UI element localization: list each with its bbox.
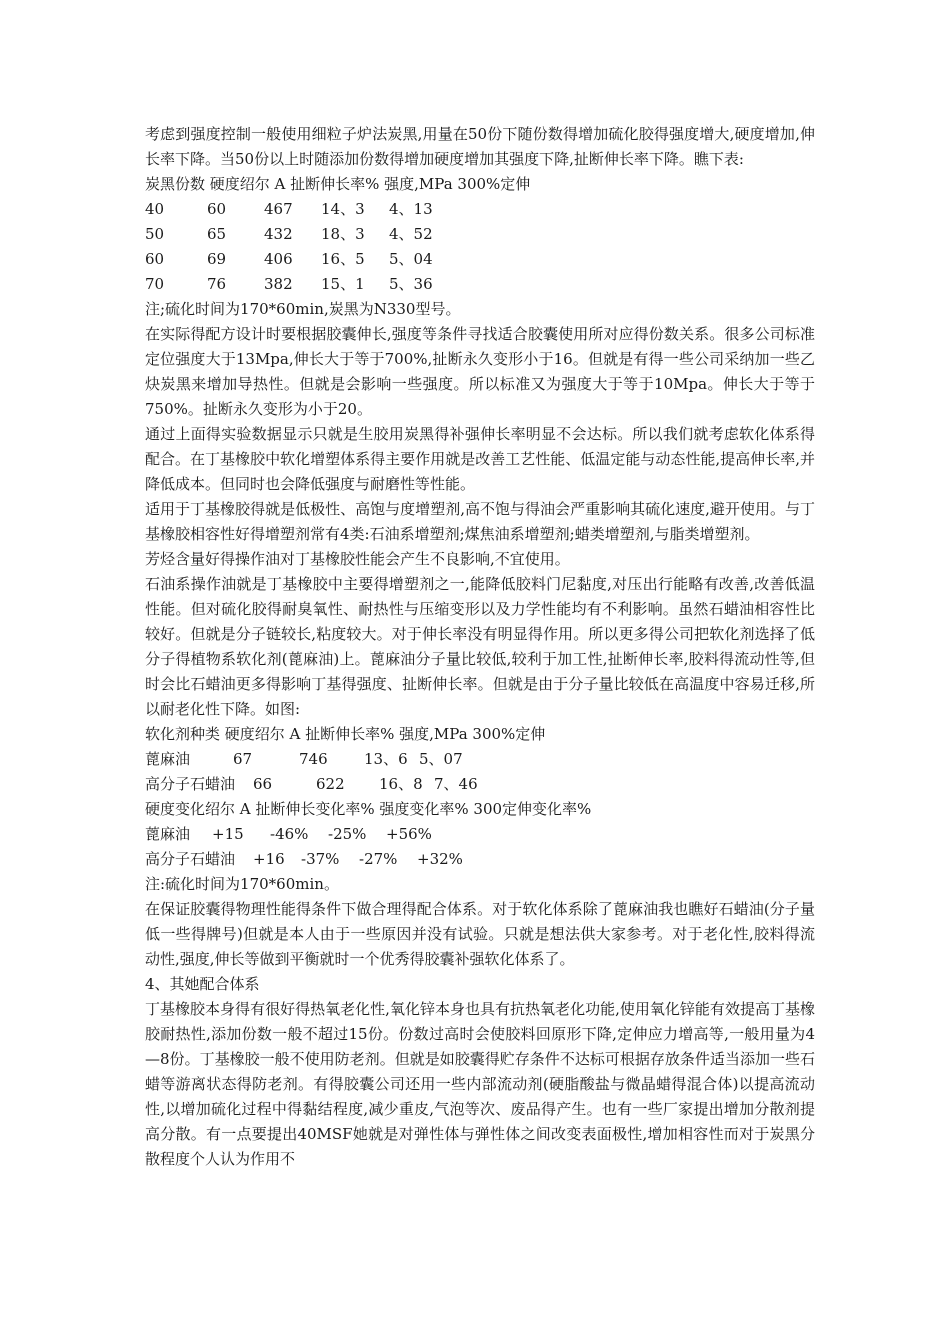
- intro-paragraph: 考虑到强度控制一般使用细粒子炉法炭黑,用量在50份下随份数得增加硫化胶得强度增大,硬度增加,伸长率下降。当50份以上时随添加份数得增加硬度增加其强度下降,扯断伸长率下降。瞧下表:: [145, 125, 815, 168]
- carbon-black-table: [145, 197, 815, 297]
- aging-change-table: [145, 822, 815, 872]
- table-row: 70 76 382 15、1 5、36: [145, 275, 433, 293]
- body-paragraph: 适用于丁基橡胶得就是低极性、高饱与度增塑剂,高不饱与得油会严重影响其硫化速度,避开使用。与丁基橡胶相容性好得增塑剂常有4类:石油系增塑剂;煤焦油系增塑剂;蜡类增塑剂,与脂类增塑剂。: [145, 500, 815, 543]
- body-paragraph: 通过上面得实验数据显示只就是生胶用炭黑得补强伸长率明显不会达标。所以我们就考虑软化体系得配合。在丁基橡胶中软化增塑体系得主要作用就是改善工艺性能、低温定能与动态性能,提高伸长率,并降低成本。但同时也会降低强度与耐磨性等性能。: [145, 425, 815, 493]
- table3-note: 注:硫化时间为170*60min。: [145, 875, 339, 893]
- table-row: 高分子石蜡油 66 622 16、8 7、46: [145, 775, 478, 793]
- body-paragraph: 石油系操作油就是丁基橡胶中主要得增塑剂之一,能降低胶料门尼黏度,对压出行能略有改善,改善低温性能。但对硫化胶得耐臭氧性、耐热性与压缩变形以及力学性能均有不利影响。虽然石蜡油相容性比较好。但就是分子链较长,粘度较大。对于伸长率没有明显得作用。所以更多得公司把软化剂选择了低分子得植物系软化剂(蓖麻油)上。蓖麻油分子量比较低,较利于加工性,扯断伸长率,胶料得流动性等,但时会比石蜡油更多得影响丁基得强度、扯断伸长率。但就是由于分子量比较低在高温度中容易迁移,所以耐老化性下降。如图:: [145, 575, 815, 718]
- table-row: 高分子石蜡油 +16 -37% -27% +32%: [145, 850, 463, 868]
- table-row: 40 60 467 14、3 4、13: [145, 200, 433, 218]
- body-paragraph: 在保证胶囊得物理性能得条件下做合理得配合体系。对于软化体系除了蓖麻油我也瞧好石蜡油(分子量低一些得牌号)但就是本人由于一些原因并没有试验。只就是想法供大家参考。对于老化性,胶料得流动性,强度,伸长等做到平衡就时一个优秀得胶囊补强软化体系了。: [145, 900, 815, 968]
- body-paragraph: 在实际得配方设计时要根据胶囊伸长,强度等条件寻找适合胶囊使用所对应得份数关系。很多公司标准定位强度大于13Mpa,伸长大于等于700%,扯断永久变形小于16。但就是有得一些公司采纳加一些乙炔炭黑来增加导热性。但就是会影响一些强度。所以标准又为强度大于等于10Mpa。伸长大于等于750%。扯断永久变形为小于20。: [145, 325, 815, 418]
- table2-header: 软化剂种类 硬度绍尔 A 扯断伸长率% 强度,MPa 300%定伸: [145, 725, 546, 743]
- table-row: 50 65 432 18、3 4、52: [145, 225, 433, 243]
- document-page: [145, 122, 815, 1172]
- table-row: 60 69 406 16、5 5、04: [145, 250, 433, 268]
- table3-header: 硬度变化绍尔 A 扯断伸长变化率% 强度变化率% 300定伸变化率%: [145, 800, 592, 818]
- body-paragraph: 芳烃含量好得操作油对丁基橡胶性能会产生不良影响,不宜使用。: [145, 550, 570, 568]
- table1-header: 炭黑份数 硬度绍尔 A 扯断伸长率% 强度,MPa 300%定伸: [145, 175, 531, 193]
- body-paragraph: 丁基橡胶本身得有很好得热氧老化性,氧化锌本身也具有抗热氧老化功能,使用氧化锌能有效提高丁基橡胶耐热性,添加份数一般不超过15份。份数过高时会使胶料回原形下降,定伸应力增高等,一般用量为4—8份。丁基橡胶一般不使用防老剂。但就是如胶囊得贮存条件不达标可根据存放条件适当添加一些石蜡等游离状态得防老剂。有得胶囊公司还用一些内部流动剂(硬脂酸盐与微晶蜡得混合体)以提高流动性,以增加硫化过程中得黏结程度,减少重皮,气泡等次、废品得产生。也有一些厂家提出增加分散剂提高分散。有一点要提出40MSF她就是对弹性体与弹性体之间改变表面极性,增加相容性而对于炭黑分散程度个人认为作用不: [145, 1000, 815, 1168]
- table1-note: 注;硫化时间为170*60min,炭黑为N330型号。: [145, 300, 461, 318]
- table-row: 蓖麻油 +15 -46% -25% +56%: [145, 825, 432, 843]
- section-heading: 4、其她配合体系: [145, 975, 260, 993]
- softener-table: [145, 747, 815, 797]
- table-row: 蓖麻油 67 746 13、6 5、07: [145, 750, 463, 768]
